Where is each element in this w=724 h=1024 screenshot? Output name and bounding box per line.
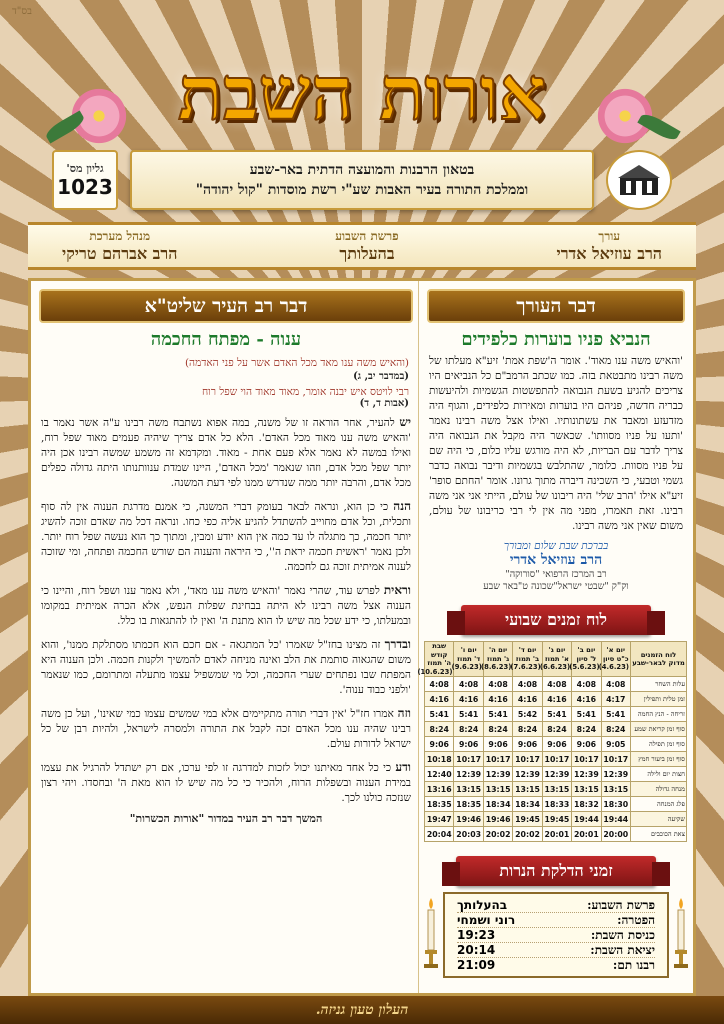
candle-label: כניסת השבת: <box>590 928 655 942</box>
editor-column-heading: דבר העורך <box>427 289 685 323</box>
zmanim-cell: 4:16 <box>572 692 601 707</box>
zmanim-row-label: סוף זמן קריאת שמע <box>631 722 687 737</box>
zmanim-row-label: עלות השחר <box>631 677 687 692</box>
zmanim-cell: 4:16 <box>542 692 571 707</box>
zmanim-cell: 8:24 <box>601 722 630 737</box>
editor-name: הרב עוזיאל אדרי <box>556 244 662 263</box>
parasha-label: פרשת השבוע <box>335 229 399 243</box>
zmanim-cell: 12:39 <box>483 767 512 782</box>
paragraph: וזה אמרו חז"ל 'אין דברי תורה מתקיימים אלא במי שמשים עצמו כמי שאינו', ועל כן משה רבינו שהיה ענו מכל האדם זכה לקבל את התורה ולמסרה לישראל, ולהיות רבן של כל ישראל לדורות עולם. <box>41 706 411 750</box>
info-bar <box>28 222 696 270</box>
zmanim-cell: 18:33 <box>542 797 571 812</box>
zmanim-cell: 4:16 <box>513 692 542 707</box>
verse: (והאיש משה ענו מאד מכל האדם אשר על פני האדמה) <box>184 357 409 369</box>
zmanim-cell: 10:17 <box>601 752 630 767</box>
zmanim-cell: 20:01 <box>572 827 601 842</box>
zmanim-row-label: פלג המנחה <box>631 797 687 812</box>
zmanim-row-label: זמן טלית ותפילין <box>631 692 687 707</box>
zmanim-cell: 12:39 <box>601 767 630 782</box>
zmanim-cell: 4:08 <box>425 677 454 692</box>
zmanim-cell: 12:39 <box>572 767 601 782</box>
zmanim-row <box>425 752 687 767</box>
zmanim-cell: 10:18 <box>425 752 454 767</box>
zmanim-cell: 9:06 <box>483 737 512 752</box>
zmanim-cell: 4:08 <box>483 677 512 692</box>
candle-row <box>457 928 655 943</box>
candle-value: בהעלותך <box>457 898 508 912</box>
zmanim-cell: 13:15 <box>513 782 542 797</box>
zmanim-cell: 18:34 <box>483 797 512 812</box>
editor-info <box>557 229 663 263</box>
zmanim-cell: 10:17 <box>542 752 571 767</box>
editor-column <box>418 281 693 993</box>
zmanim-cell: 18:34 <box>513 797 542 812</box>
zmanim-cell: 4:16 <box>454 692 483 707</box>
zmanim-table <box>417 641 687 842</box>
editor-signature <box>419 540 693 593</box>
zmanim-cell: 10:17 <box>572 752 601 767</box>
zmanim-day-header: יום ב' ל' סיון (5.6.23) <box>572 642 601 677</box>
zmanim-cell: 13:15 <box>601 782 630 797</box>
zmanim-cell: 18:35 <box>454 797 483 812</box>
zmanim-cell: 20:04 <box>425 827 454 842</box>
zmanim-cell: 20:03 <box>454 827 483 842</box>
zmanim-cell: 5:41 <box>425 707 454 722</box>
zmanim-day-header: יום ה' ג' תמוז (8.6.23) <box>483 642 512 677</box>
zmanim-cell: 9:06 <box>513 737 542 752</box>
candle-row <box>457 943 655 958</box>
zmanim-cell: 18:32 <box>572 797 601 812</box>
zmanim-cell: 20:00 <box>601 827 630 842</box>
continuation-note: המשך דבר רב העיר במדור "אורות הכשרות" <box>129 812 323 825</box>
publisher-banner <box>130 150 594 210</box>
zmanim-cell: 8:24 <box>425 722 454 737</box>
zmanim-cell: 13:15 <box>572 782 601 797</box>
content-frame <box>28 278 696 996</box>
zmanim-row <box>425 797 687 812</box>
candle-row <box>457 898 655 913</box>
zmanim-day-header: יום ד' ב' תמוז (7.6.23) <box>513 642 542 677</box>
rabbi-column <box>31 281 421 993</box>
zmanim-cell: 5:41 <box>601 707 630 722</box>
zmanim-cell: 10:17 <box>513 752 542 767</box>
signature-community: וק"ק "שבטי ישראל"שכונה ט"באר שבע <box>483 581 629 592</box>
zmanim-row <box>425 737 687 752</box>
zmanim-cell: 12:39 <box>542 767 571 782</box>
zmanim-row-label: סוף זמן תפילה <box>631 737 687 752</box>
zmanim-day-header: שבת קודש ה' תמוז (10.6.23) <box>417 642 453 676</box>
zmanim-cell: 18:35 <box>425 797 454 812</box>
zmanim-cell: 4:08 <box>542 677 571 692</box>
zmanim-cell: 12:39 <box>454 767 483 782</box>
zmanim-title: לוח זמנים שבועי <box>461 605 651 635</box>
zmanim-cell: 8:24 <box>572 722 601 737</box>
zmanim-cell: 19:46 <box>483 812 512 827</box>
signature-title: רב המרכז הרפואי "סורוקה" <box>505 569 607 580</box>
zmanim-row-label: חצות יום ולילה <box>631 767 687 782</box>
candle-label: הפטרה: <box>617 913 655 927</box>
zmanim-cell: 4:17 <box>601 692 630 707</box>
zmanim-cell: 13:16 <box>425 782 454 797</box>
zmanim-cell: 4:08 <box>513 677 542 692</box>
candle-icon <box>423 896 439 970</box>
zmanim-cell: 9:06 <box>572 737 601 752</box>
banner-line-2: וממלכת התורה בעיר האבות שע"י רשת מוסדות "קול יהודה" <box>195 182 529 198</box>
zmanim-cell: 9:06 <box>454 737 483 752</box>
paragraph: הנה כי כן הוא, ונראה לבאר בעומק דברי המשנה, כי אמנם מדרגת הענוה אין לה סוף ותכלית, וכל אדם מחוייב להשתדל להגיע אליה כפי כחו. ונראה דכל מה שאדם זוכה להשיג יותר חכמה, כך מתגלה לו עד כמה אין הוא יודע ומבין, ומתוך כך הוא נעשה שפל רוח יותר. ולכן נאמר 'ראשית חכמה יראת ה'', כי היראה והענוה הם שורש החכמה ופתחה, ומי שזוכה לענוה אמיתית זוכה גם לחכמה. <box>41 499 412 573</box>
zmanim-cell: 5:41 <box>483 707 512 722</box>
zmanim-row <box>425 692 687 707</box>
zmanim-row <box>425 722 687 737</box>
zmanim-cell: 4:16 <box>483 692 512 707</box>
zmanim-cell: 10:17 <box>483 752 512 767</box>
paragraph: וראית לפרש עוד, שהרי נאמר 'והאיש משה ענו מאד', ולא נאמר ענו ושפל רוח, והיינו כי הענוה אצל משה רבינו לא היתה בבחינת שפלות הנפש, אלא הכרה אמיתית במקומו ובמעלתו, כי ידע שכל מה שיש לו הוא מתנת ה' ואין לו להתגאות בו כלל. <box>41 583 411 627</box>
zmanim-row-header: לוח הזמנים מדוק לבאר-שבע <box>631 642 687 677</box>
zmanim-cell: 9:06 <box>542 737 571 752</box>
mishna-source: (אבות ד, ד) <box>359 398 409 409</box>
zmanim-day-header: יום א' כ"ט סיון (4.6.23) <box>601 642 630 677</box>
parasha-name: בהעלותך <box>339 244 395 263</box>
zmanim-row-label: סוף זמן ביעור חמץ <box>631 752 687 767</box>
zmanim-cell: 4:08 <box>601 677 630 692</box>
paragraph: ובדרך זה מצינו בחז"ל שאמרו 'כל המתגאה - אם חכם הוא חכמתו מסתלקת ממנו', והוא משום שהגאוה סותמת את הלב ואינה מניחה לאדם להמשיך ולקנות חכמה. ולכן הענוה היא המפתח שבו נפתחים שערי החכמה, וכל מי שמשפיל עצמו מתעלה ומתרומם, כמו שנאמר 'ולפני כבוד ענוה'. <box>41 637 411 696</box>
zmanim-cell: 4:08 <box>572 677 601 692</box>
zmanim-cell: 4:16 <box>425 692 454 707</box>
zmanim-cell: 19:45 <box>542 812 571 827</box>
zmanim-cell: 9:05 <box>601 737 630 752</box>
paragraph: יש להעיר, אחר הוראה זו של משנה, במה אפוא נשתבח משה רבינו ע"ה אשר נאמר בו 'והאיש משה ענו מאוד מכל האדם'. הלא כל אדם צריך שיהיה פעמים מאוד שפל רוח, ואילו במשה לא נאמר אלא פעם אחת - מאוד. ומקדמא זה משמע שמשה רבינו אכן היה יותר שפל מכל אדם, וזהו שנאמר 'מכל האדם', היינו שמדת ענוותנותו היתה גדולה כפלים מכל אדם, והרבה יותר ממה שנדרש ממנו לפי דעת המשנה. <box>41 415 411 489</box>
candle-label: יציאת השבת: <box>590 943 655 957</box>
editor-column-body: 'והאיש משה ענו מאוד'. אומר ה'שפת אמת' זיע"א מעלתו של משה רבינו מתבטאת בזה. כמו שכתב הרמב"ם כל הנביאים היו צריכים להגיע בשעת הנבואה להתפשטות הגשמיות ולהיעשות כבריה חדשה, פניהם היו בוערות ומאירות כלפידים, והגוף היה מזדעזע ומאבד את עשתונותיו. ואילו אצל משה רבינו נאמר 'ותעו על פניו מסוותו'. שכאשר היה מקבל את הנבואה היה צריך לדבר עם הבריות, לא היה מורגש עליו כלום, כי היה שם על פניו מסוות. כלומר, שהתלבש בגשמיות ודיבר נבואה כדבר גשמי וטבעי, כי השכינה דיברה מתוך גרונו. אומר 'החתם סופר' זיע"א אילו 'הרב שלי' היה ריבונו של עולם, הייתי אני אני משה רבינו. זאת תאמרו, מפני מה אין לי רבי כריבונו של עולם, משום שאין אני משה רבינו. <box>429 355 683 532</box>
candle-value: רוני ושמחי <box>457 913 516 927</box>
rabbi-column-heading: דבר רב העיר שליט"א <box>39 289 413 323</box>
editor-column-subheading: הנביא פניו בוערות כלפידים <box>461 329 651 350</box>
mishna-quote: רבי לויטס איש יבנה אומר, מאוד מאוד הוי שפל רוח <box>201 386 409 398</box>
zmanim-cell: 20:02 <box>483 827 512 842</box>
issue-label: גליון מס' <box>66 161 104 175</box>
zmanim-row <box>425 767 687 782</box>
zmanim-cell: 8:24 <box>542 722 571 737</box>
zmanim-cell: 5:41 <box>454 707 483 722</box>
zmanim-cell: 19:44 <box>572 812 601 827</box>
zmanim-row <box>425 707 687 722</box>
zmanim-cell: 18:30 <box>601 797 630 812</box>
logo <box>606 150 672 210</box>
building-icon <box>616 161 662 199</box>
zmanim-row-label: מנחה גדולה <box>631 782 687 797</box>
candle-times-box <box>443 892 669 978</box>
issue-box <box>52 150 118 210</box>
zmanim-row <box>425 677 687 692</box>
zmanim-cell: 19:46 <box>454 812 483 827</box>
candle-value: 21:09 <box>457 958 496 972</box>
candle-row <box>457 958 655 973</box>
zmanim-cell: 5:41 <box>542 707 571 722</box>
candle-row <box>457 913 655 928</box>
zmanim-day-header: יום ו' ד' תמוז (9.6.23) <box>454 642 483 677</box>
manager-name: הרב אברהם טריקי <box>62 244 178 263</box>
parasha-info <box>335 229 398 263</box>
zmanim-cell: 8:24 <box>483 722 512 737</box>
candle-value: 19:23 <box>457 928 496 942</box>
zmanim-cell: 5:42 <box>513 707 542 722</box>
zmanim-cell: 12:39 <box>513 767 542 782</box>
zmanim-row <box>425 782 687 797</box>
manager-info <box>62 229 177 263</box>
zmanim-cell: 12:40 <box>425 767 454 782</box>
zmanim-cell: 9:06 <box>425 737 454 752</box>
zmanim-cell: 19:44 <box>601 812 630 827</box>
rabbi-column-subheading: ענוה - מפתח החכמה <box>150 329 302 350</box>
verse-source: (במדבר יב, ג) <box>353 371 409 382</box>
candle-label: פרשת השבוע: <box>587 898 655 912</box>
editor-label: עורך <box>598 229 621 243</box>
top-note: בס"ד <box>12 6 32 17</box>
zmanim-cell: 10:17 <box>454 752 483 767</box>
candle-value: 20:14 <box>457 943 496 957</box>
signature-greeting: בברכת שבת שלום ומבורך <box>503 540 609 552</box>
candle-icon <box>673 896 689 970</box>
issue-number: 1023 <box>57 174 113 199</box>
zmanim-row-label: צאת הכוכבים <box>631 827 687 842</box>
zmanim-cell: 19:47 <box>425 812 454 827</box>
zmanim-cell: 5:41 <box>572 707 601 722</box>
zmanim-cell: 13:15 <box>483 782 512 797</box>
zmanim-row-label: זריחה - הנץ החמה <box>631 707 687 722</box>
signature-name: הרב עוזיאל אדרי <box>509 552 603 568</box>
zmanim-row-label: שקיעה <box>631 812 687 827</box>
zmanim-cell: 8:24 <box>513 722 542 737</box>
footer: העלון טעון גניזה. <box>0 996 724 1024</box>
zmanim-row <box>425 812 687 827</box>
masthead-title: אורות השבת <box>177 51 547 137</box>
zmanim-cell: 20:01 <box>542 827 571 842</box>
zmanim-cell: 4:08 <box>454 677 483 692</box>
manager-label: מנהל מערכת <box>89 229 151 243</box>
candles-title: זמני הדלקת הנרות <box>456 856 656 886</box>
zmanim-cell: 20:02 <box>513 827 542 842</box>
zmanim-header-row <box>425 642 687 677</box>
zmanim-cell: 13:15 <box>454 782 483 797</box>
zmanim-row <box>425 827 687 842</box>
paragraph: ודע כי כל אחד מאיתנו יכול לזכות למדרגה זו לפי ערכו, אם רק ישתדל להרגיל את עצמו במידת הענוה ובשפלות הרוח, ולהכיר כי כל מה שיש לו הוא מאת ה' ובחסדו. ויהי רצון שנזכה כולנו לכך. <box>41 760 411 804</box>
candle-label: רבנו תם: <box>612 958 655 972</box>
zmanim-day-header: יום ג' א' תמוז (6.6.23) <box>542 642 571 677</box>
zmanim-cell: 19:45 <box>513 812 542 827</box>
zmanim-cell: 8:24 <box>454 722 483 737</box>
banner-line-1: בטאון הרבנות והמועצה הדתית באר-שבע <box>249 162 475 178</box>
zmanim-cell: 13:15 <box>542 782 571 797</box>
